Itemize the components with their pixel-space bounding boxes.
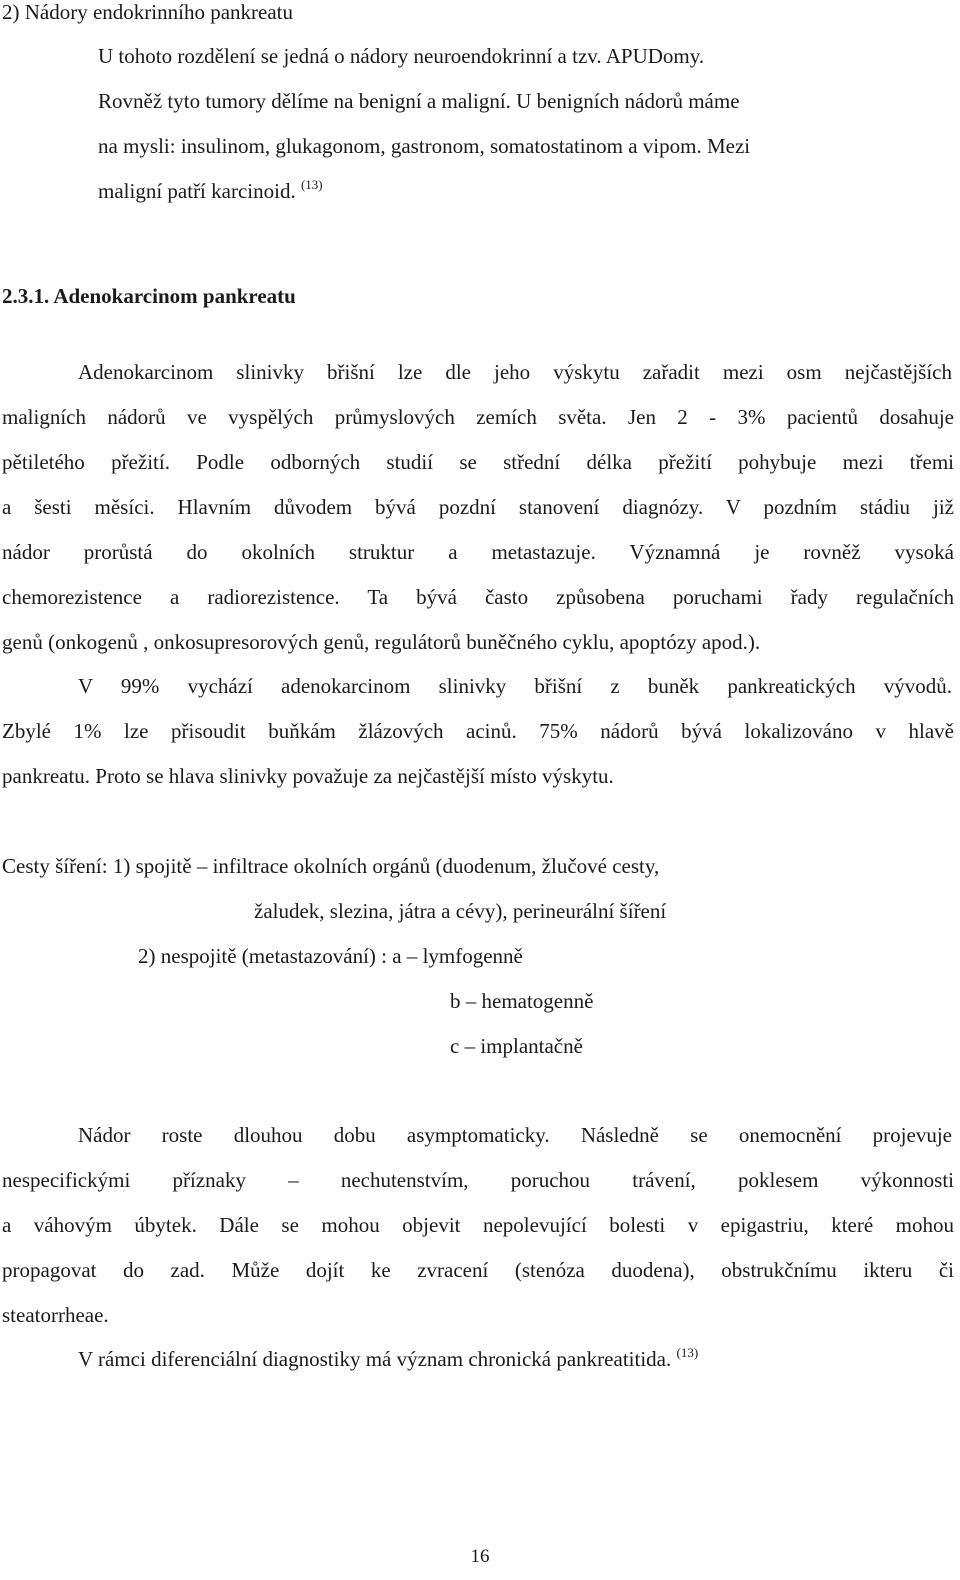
section-heading: 2) Nádory endokrinního pankreatu bbox=[2, 0, 293, 24]
text-line: propagovat do zad. Může dojít ke zvracení (stenóza duodena), obstrukčnímu ikteru či bbox=[2, 1258, 954, 1282]
text-line bbox=[78, 1347, 698, 1371]
text-line-content: V rámci diferenciální diagnostiky má význam chronická pankreatitida. bbox=[78, 1347, 672, 1371]
text-line: pankreatu. Proto se hlava slinivky považuje za nejčastější místo výskytu. bbox=[2, 764, 614, 788]
text-line: steatorrheae. bbox=[2, 1303, 109, 1327]
spread-line: žaludek, slezina, játra a cévy), perineurální šíření bbox=[254, 899, 667, 923]
text-line: Nádor roste dlouhou dobu asymptomaticky. Následně se onemocnění projevuje bbox=[78, 1123, 952, 1147]
text-line: Rovněž tyto tumory dělíme na benigní a maligní. U benigních nádorů máme bbox=[98, 89, 740, 113]
text-line bbox=[98, 179, 323, 203]
text-line: nádor prorůstá do okolních struktur a metastazuje. Významná je rovněž vysoká bbox=[2, 540, 954, 564]
page-number: 16 bbox=[470, 1546, 490, 1567]
text-line: pětiletého přežití. Podle odborných studií se střední délka přežití pohybuje mezi třemi bbox=[2, 450, 954, 474]
text-line: maligních nádorů ve vyspělých průmyslových zemích světa. Jen 2 - 3% pacientů dosahuje bbox=[2, 405, 954, 429]
text-line: a váhovým úbytek. Dále se mohou objevit nepolevující bolesti v epigastriu, které mohou bbox=[2, 1213, 954, 1237]
citation-ref: (13) bbox=[676, 1345, 699, 1360]
text-line: genů (onkogenů , onkosupresorových genů, regulátorů buněčného cyklu, apoptózy apod.). bbox=[2, 630, 761, 654]
text-line: U tohoto rozdělení se jedná o nádory neuroendokrinní a tzv. APUDomy. bbox=[98, 44, 705, 68]
text-line: chemorezistence a radiorezistence. Ta bývá často způsobena poruchami řady regulačních bbox=[2, 585, 954, 609]
text-line: Zbylé 1% lze přisoudit buňkám žlázových acinů. 75% nádorů bývá lokalizováno v hlavě bbox=[2, 719, 954, 743]
text-line: a šesti měsíci. Hlavním důvodem bývá pozdní stanovení diagnózy. V pozdním stádiu již bbox=[2, 495, 954, 519]
spread-line: 2) nespojitě (metastazování) : a – lymfogenně bbox=[138, 944, 523, 968]
text-line: nespecifickými příznaky – nechutenstvím, poruchou trávení, poklesem výkonnosti bbox=[2, 1168, 954, 1192]
text-line: Adenokarcinom slinivky břišní lze dle jeho výskytu zařadit mezi osm nejčastějších bbox=[78, 360, 952, 384]
text-line: V 99% vychází adenokarcinom slinivky břišní z buněk pankreatických vývodů. bbox=[78, 674, 952, 698]
spread-line: b – hematogenně bbox=[450, 989, 594, 1013]
citation-ref: (13) bbox=[300, 177, 323, 192]
section-heading: 2.3.1. Adenokarcinom pankreatu bbox=[2, 284, 296, 308]
text-line-content: maligní patří karcinoid. bbox=[98, 179, 296, 203]
spread-line: Cesty šíření: 1) spojitě – infiltrace okolních orgánů (duodenum, žlučové cesty, bbox=[2, 854, 660, 878]
spread-line: c – implantačně bbox=[450, 1034, 583, 1058]
text-line: na mysli: insulinom, glukagonom, gastronom, somatostatinom a vipom. Mezi bbox=[98, 134, 751, 158]
